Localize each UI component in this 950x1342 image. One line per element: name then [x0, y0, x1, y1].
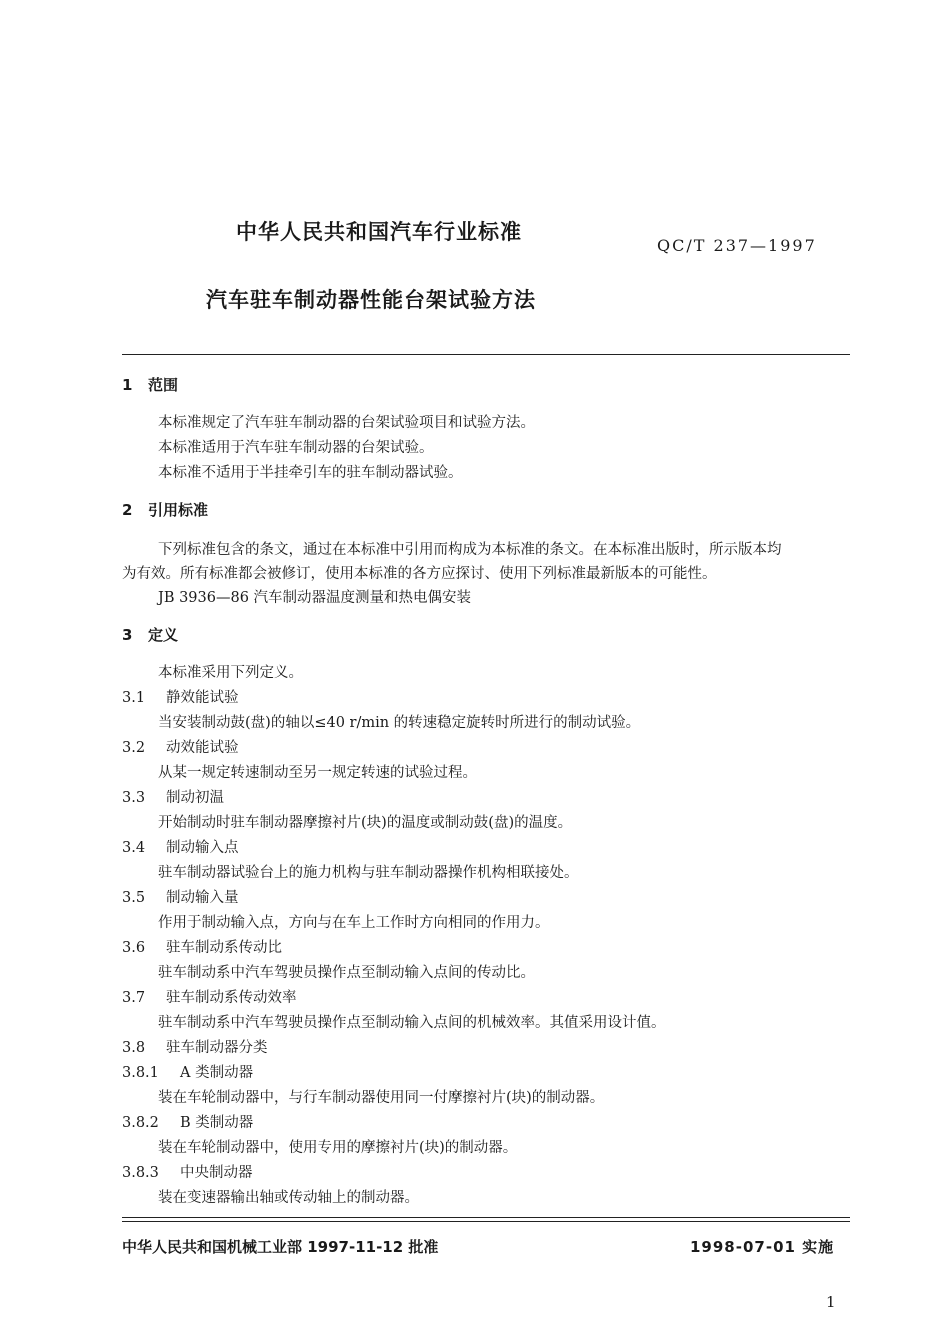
- definition-3-2-text: 从某一规定转速制动至另一规定转速的试验过程。: [158, 765, 477, 781]
- definition-3-8-1-text: 装在车轮制动器中，与行车制动器使用同一付摩擦衬片(块)的制动器。: [158, 1090, 605, 1106]
- section-1-para-2: 本标准适用于汽车驻车制动器的台架试验。: [158, 440, 434, 456]
- footer-divider-upper: [122, 1217, 850, 1218]
- definition-3-1-text: 当安装制动鼓(盘)的轴以≤40 r/min 的转速稳定旋转时所进行的制动试验。: [158, 715, 641, 731]
- definition-3-5-text: 作用于制动输入点，方向与在车上工作时方向相同的作用力。: [158, 915, 550, 931]
- org-title: 中华人民共和国汽车行业标准: [236, 220, 522, 244]
- section-1-para-1: 本标准规定了汽车驻车制动器的台架试验项目和试验方法。: [158, 415, 535, 431]
- definition-3-4-term: 3.4 制动输入点: [122, 840, 239, 856]
- definition-3-8-2-text: 装在车轮制动器中，使用专用的摩擦衬片(块)的制动器。: [158, 1140, 518, 1156]
- definition-3-8-term: 3.8 驻车制动器分类: [122, 1040, 268, 1056]
- definition-3-8-3-term: 3.8.3 中央制动器: [122, 1165, 253, 1181]
- definition-3-1-term: 3.1 静效能试验: [122, 690, 239, 706]
- section-3-heading: 3 定义: [122, 626, 179, 644]
- definition-3-6-text: 驻车制动系中汽车驾驶员操作点至制动输入点间的传动比。: [158, 965, 535, 981]
- definition-3-4-text: 驻车制动器试验台上的施力机构与驻车制动器操作机构相联接处。: [158, 865, 579, 881]
- section-2-heading: 2 引用标准: [122, 501, 209, 519]
- definition-3-3-text: 开始制动时驻车制动器摩擦衬片(块)的温度或制动鼓(盘)的温度。: [158, 815, 573, 831]
- definition-3-8-3-text: 装在变速器输出轴或传动轴上的制动器。: [158, 1190, 419, 1206]
- definition-3-7-text: 驻车制动系中汽车驾驶员操作点至制动输入点间的机械效率。其值采用设计值。: [158, 1015, 666, 1031]
- page-number: 1: [826, 1293, 836, 1311]
- definition-3-2-term: 3.2 动效能试验: [122, 740, 239, 756]
- approval-line: 中华人民共和国机械工业部 1997-11-12 批准: [122, 1238, 439, 1256]
- section-2-reference: JB 3936—86 汽车制动器温度测量和热电偶安装: [158, 590, 472, 606]
- header-divider: [122, 354, 850, 355]
- standard-code: QC/T 237—1997: [657, 236, 817, 255]
- document-title: 汽车驻车制动器性能台架试验方法: [206, 288, 536, 312]
- footer-divider-lower: [122, 1221, 850, 1222]
- definition-3-6-term: 3.6 驻车制动系传动比: [122, 940, 282, 956]
- definition-3-5-term: 3.5 制动输入量: [122, 890, 239, 906]
- effective-date: 1998-07-01 实施: [690, 1238, 835, 1256]
- definition-3-7-term: 3.7 驻车制动系传动效率: [122, 990, 297, 1006]
- section-2-para-line-2: 为有效。所有标准都会被修订，使用本标准的各方应探讨、使用下列标准最新版本的可能性。: [122, 566, 717, 582]
- definition-3-3-term: 3.3 制动初温: [122, 790, 224, 806]
- section-2-para-line-1: 下列标准包含的条文，通过在本标准中引用而构成为本标准的条文。在本标准出版时，所示版本均: [158, 542, 782, 558]
- section-3-intro: 本标准采用下列定义。: [158, 665, 303, 681]
- definition-3-8-1-term: 3.8.1 A 类制动器: [122, 1065, 254, 1081]
- section-1-heading: 1 范围: [122, 376, 179, 394]
- definition-3-8-2-term: 3.8.2 B 类制动器: [122, 1115, 254, 1131]
- section-1-para-3: 本标准不适用于半挂牵引车的驻车制动器试验。: [158, 465, 463, 481]
